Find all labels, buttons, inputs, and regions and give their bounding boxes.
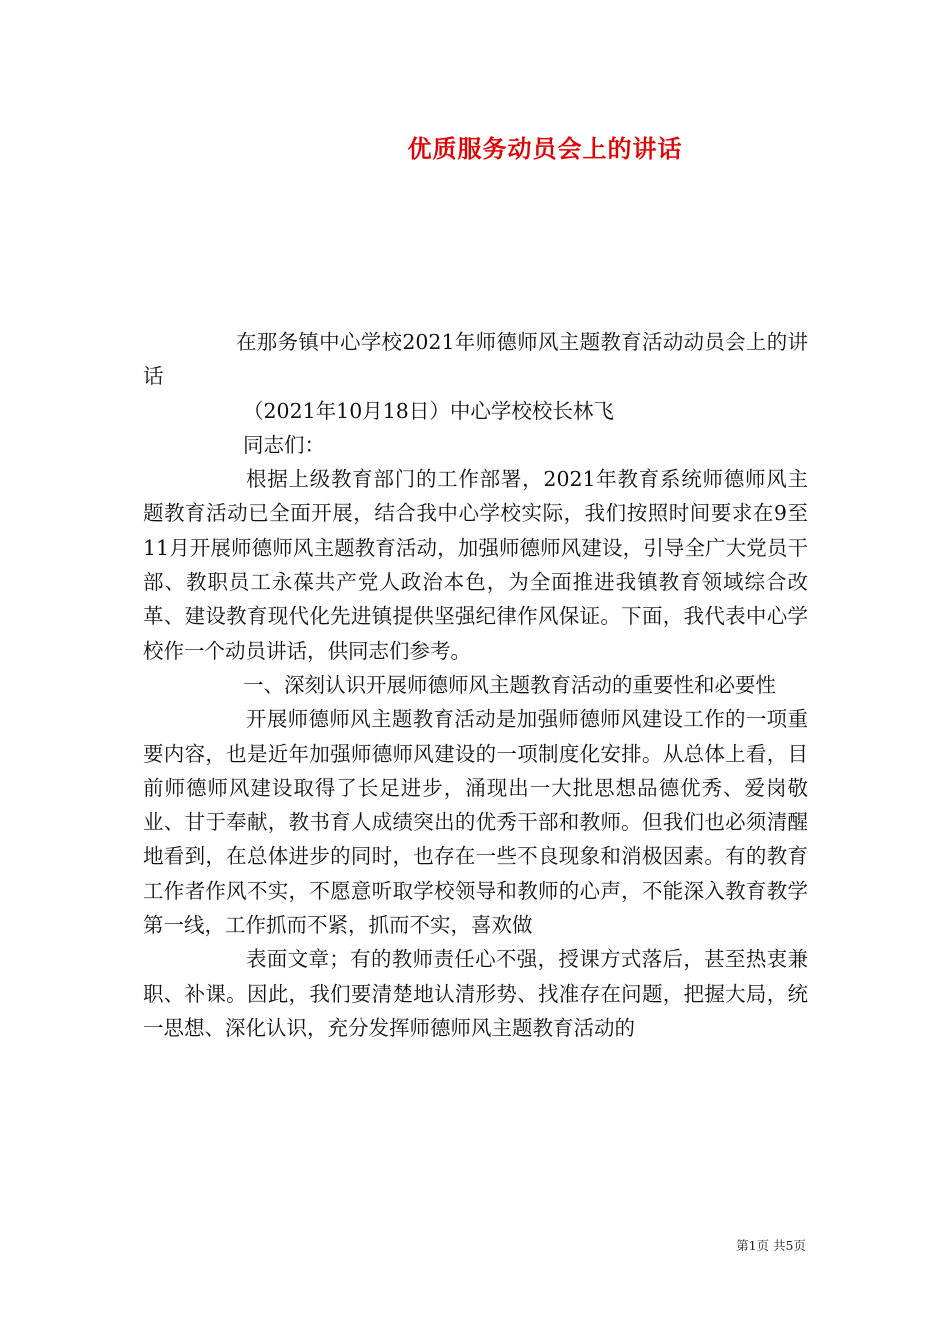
salutation: 同志们： — [243, 432, 325, 457]
body-paragraph: 开展师德师风主题教育活动是加强师德师风建设工作的一项重要内容，也是近年加强师德师风建设的一项制度化安排。从总体上看，目前师德师风建设取得了长足进步，涌现出一大批思想品德优秀、爱岗敬业、甘于奉献，教书育人成绩突出的优秀干部和教师。但我们也必须清醒地看到，在总体进步的同时，也存在一些不良现象和消极因素。有的教育工作者作风不实，不愿意听取学校领导和教师的心声，不能深入教育教学第一线，工作抓而不紧，抓而不实，喜欢做 — [143, 707, 808, 938]
section-heading: 一、深刻认识开展师德师风主题教育活动的重要性和必要性 — [243, 672, 776, 697]
document-body — [143, 325, 808, 1045]
document-title: 优质服务动员会上的讲话 — [407, 134, 683, 163]
body-paragraph: 表面文章；有的教师责任心不强，授课方式落后，甚至热衷兼职、补课。因此，我们要清楚地认清形势、找准存在问题，把握大局，统一思想、深化认识，充分发挥师德师风主题教育活动的 — [143, 947, 808, 1040]
speech-date-speaker: （2021年10月18日）中心学校校长林飞 — [243, 398, 614, 423]
speech-heading: 在那务镇中心学校2021年师德师风主题教育活动动员会上的讲话 — [143, 330, 808, 389]
body-paragraph: 根据上级教育部门的工作部署，2021年教育系统师德师风主题教育活动已全面开展，结合我中心学校实际，我们按照时间要求在9至11月开展师德师风主题教育活动，加强师德师风建设，引导全广大党员干部、教职员工永葆共产党人政治本色，为全面推进我镇教育领域综合改革、建设教育现代化先进镇提供坚强纪律作风保证。下面，我代表中心学校作一个动员讲话，供同志们参考。 — [143, 467, 808, 663]
page-footer: 第1页 共5页 — [736, 1238, 806, 1253]
